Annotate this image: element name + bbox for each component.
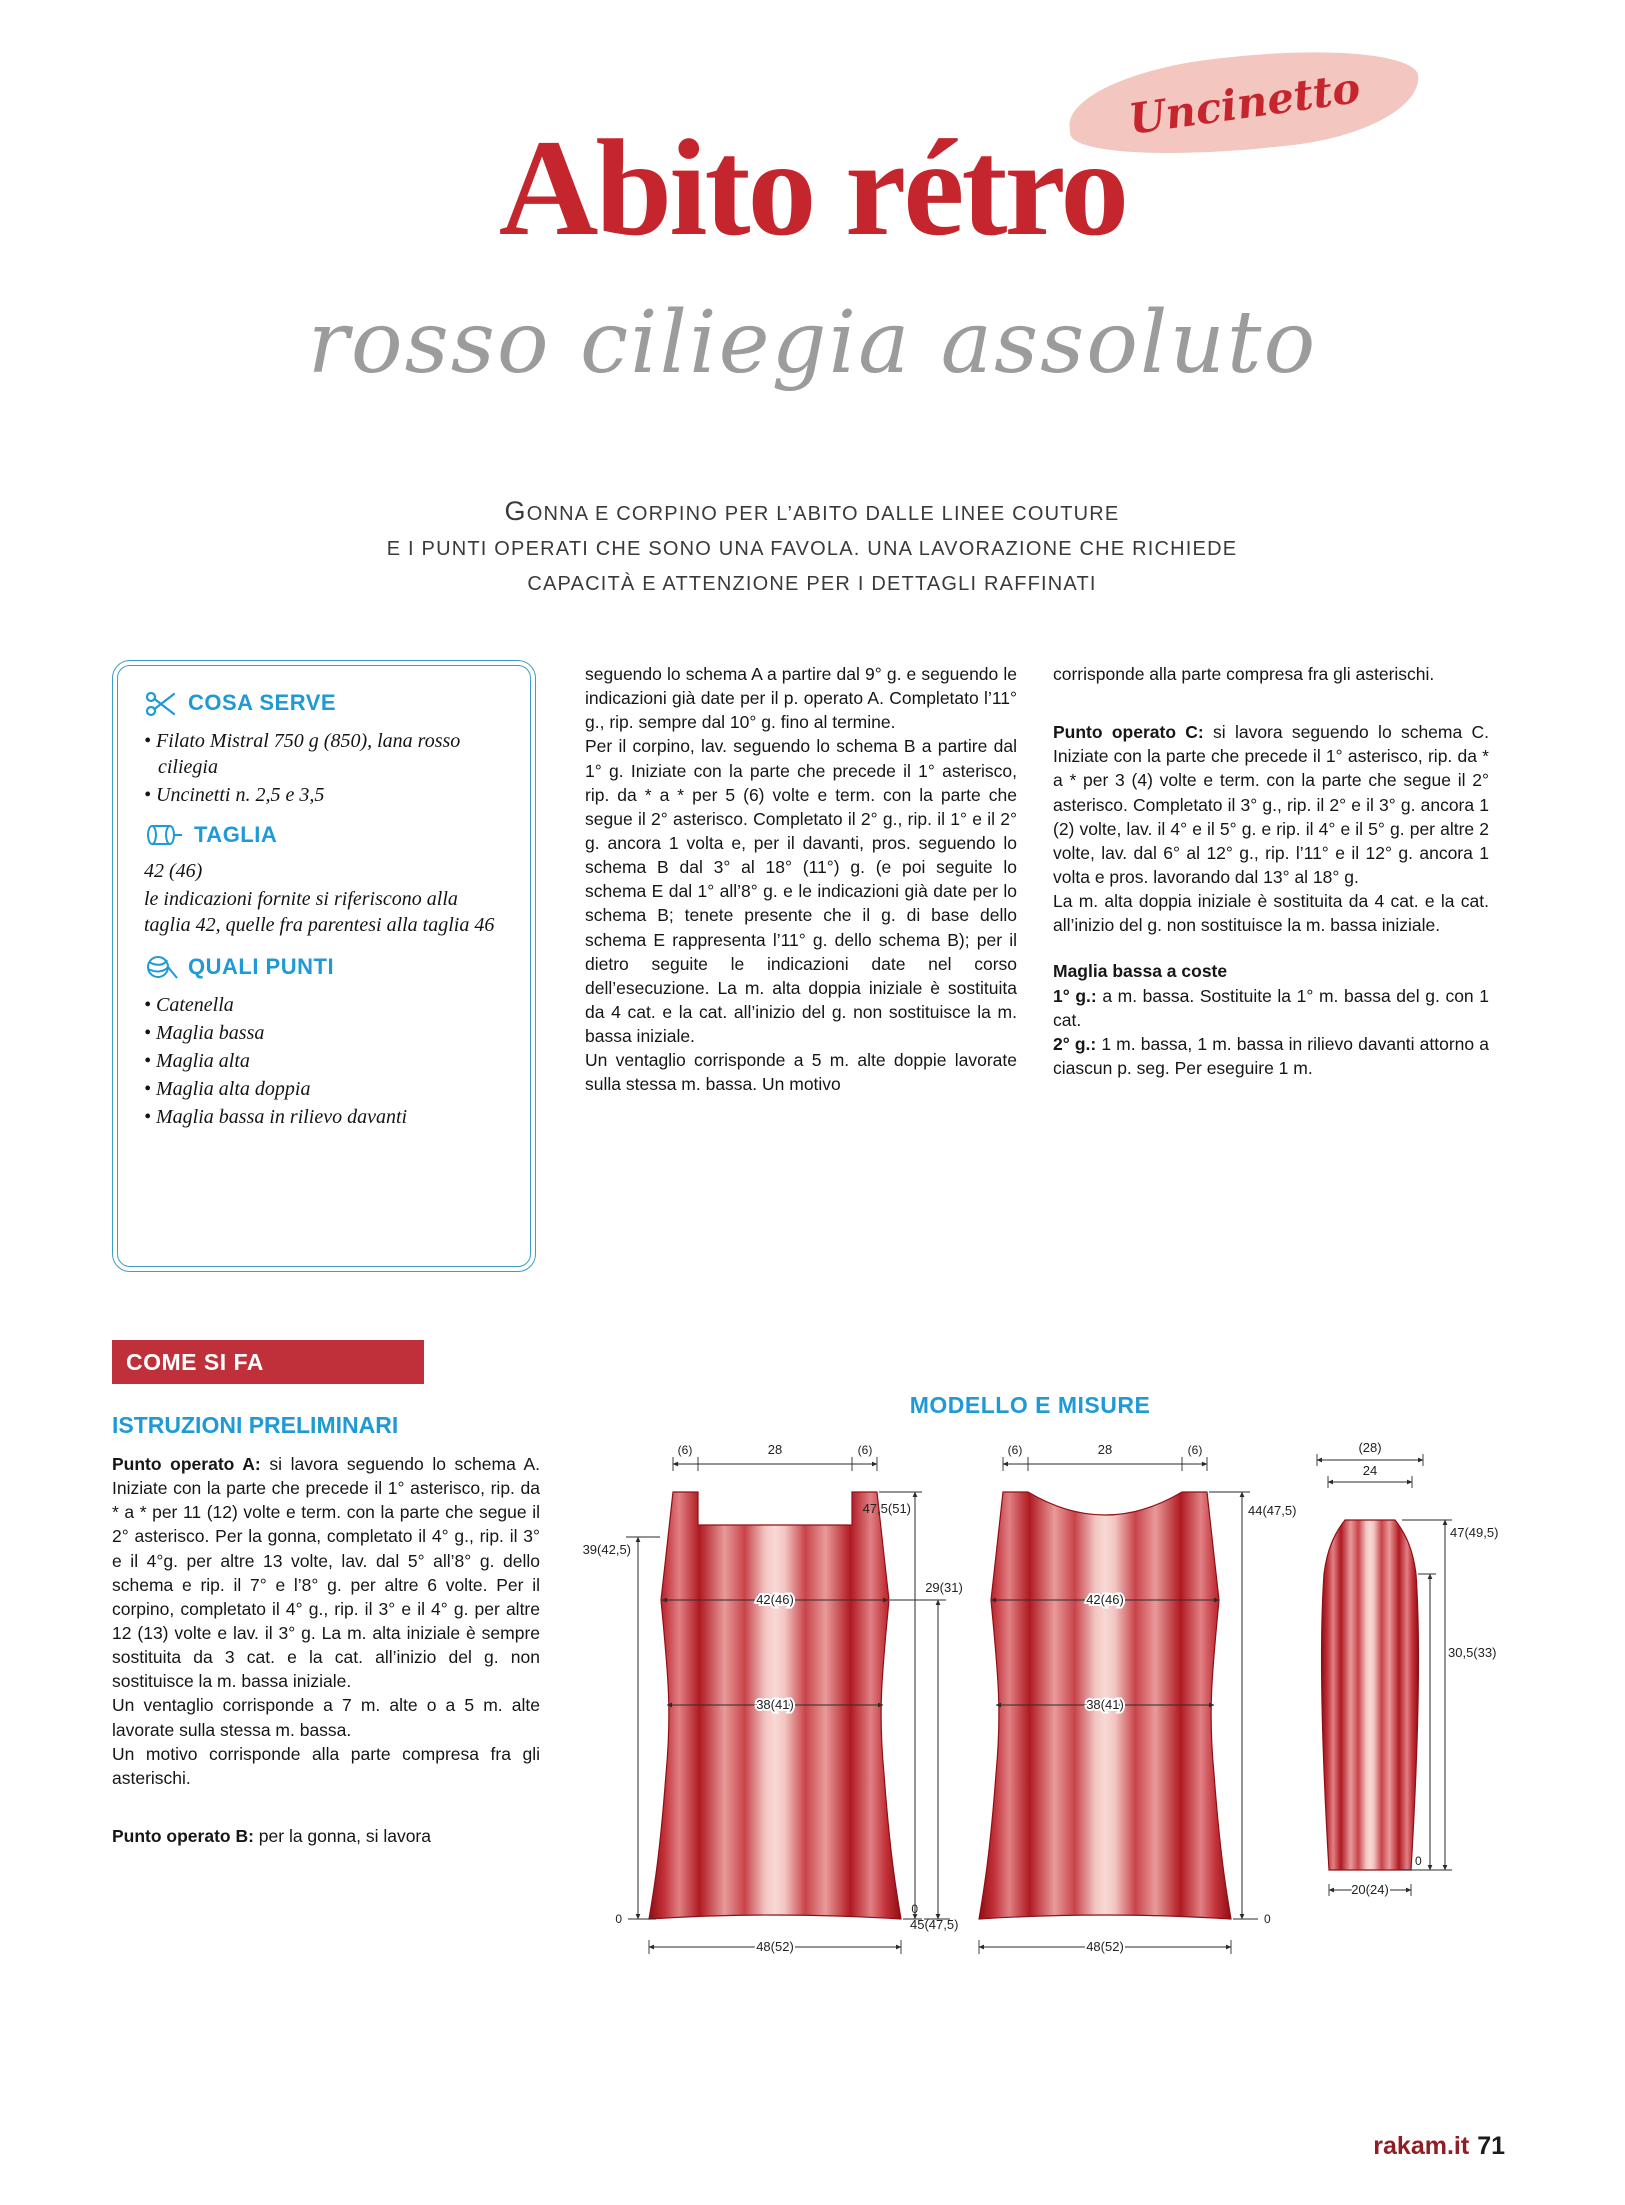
stitch-item: • Catenella	[144, 992, 504, 1018]
paragraph-lead: Punto operato B:	[112, 1825, 254, 1846]
material-item: • Filato Mistral 750 g (850), lana rosso ciliegia	[144, 728, 504, 780]
dim-back-strap-left: (6)	[1007, 1443, 1023, 1457]
dim-front-hem: 48(52)	[756, 1939, 794, 1954]
paragraph-text: si lavora seguendo lo schema A. Iniziate con la parte che precede il 1° asterisco, rip. da * a * per 11 (12) volte e term. con la parte che segue il 2° asterisco. Per la gonna, completato il 4° g., rip. il 3° e il 4°g. per altre 13 volte, lav. dal 5° all’8° g. dello schema e rip. il 7° e l’8° g. per altre 6 volte. Per il corpino, completato il 4° g., rip. il 3° e il 4° g. per altre 12 (13) volte e lav. il 3° g. La m. alta iniziale è sempre sostituita da 3 cat. e la cat. all’inizio del g. non sostituisce la m. bassa iniziale.	[112, 1454, 540, 1692]
dim-sleeve-cap: 24	[1362, 1463, 1378, 1478]
modello-heading: MODELLO E MISURE	[909, 1392, 1151, 1418]
pattern-diagram	[570, 1442, 1550, 2012]
dim-front-zero-left: 0	[615, 1912, 622, 1926]
dim-back-zero-right: 0	[1264, 1912, 1271, 1926]
paragraph	[112, 1452, 540, 1693]
paragraph: corrisponde alla parte compresa fra gli asterischi.	[1053, 664, 1435, 684]
text-column-right	[1053, 662, 1489, 1080]
materials-box	[112, 660, 536, 1272]
paragraph-text: per la gonna, si lavora	[253, 1825, 431, 1846]
dim-front-zero-center: 0	[911, 1902, 918, 1916]
stitch-item: • Maglia alta	[144, 1048, 504, 1074]
page-subtitle: rosso ciliegia assoluto	[307, 293, 1318, 393]
dim-sleeve-lower-length: 30,5(33)	[1448, 1645, 1497, 1660]
dim-front-length-left: 39(42,5)	[582, 1542, 631, 1557]
paragraph	[1053, 720, 1489, 889]
page-title: Abito rétro	[498, 111, 1127, 264]
dim-sleeve-cap-alt: (28)	[1358, 1442, 1382, 1455]
dim-sleeve-length: 47(49,5)	[1450, 1525, 1499, 1540]
paragraph: Un ventaglio corrisponde a 7 m. alte o a 5 m. alte lavorate sulla stessa m. bassa.	[112, 1695, 540, 1740]
stitch-item: • Maglia bassa in rilievo davanti	[144, 1104, 504, 1130]
text-column-left	[112, 1452, 540, 1848]
paragraph	[1053, 1032, 1489, 1080]
sleeve-shape	[1322, 1520, 1419, 1870]
paragraph: La m. alta doppia iniziale è sostituita da 4 cat. e la cat. all’inizio del g. non sostituisce la m. bassa iniziale.	[1053, 891, 1489, 936]
quali-punti-heading	[144, 952, 504, 982]
dim-back-bust: 42(46)	[1086, 1592, 1124, 1607]
stitch-item: • Maglia alta doppia	[144, 1076, 504, 1102]
footer-site: rakam.it	[1373, 2132, 1470, 2160]
paragraph	[112, 1824, 540, 1848]
istruzioni-heading: ISTRUZIONI PRELIMINARI	[112, 1412, 399, 1438]
stitch-subheading: Maglia bassa a coste	[1053, 961, 1228, 982]
materials-box-inner	[117, 665, 531, 1267]
dim-front-hip: 38(41)	[756, 1697, 794, 1712]
paragraph-text: 1 m. bassa, 1 m. bassa in rilievo davanti attorno a ciascun p. seg. Per eseguire 1 m.	[1053, 1033, 1489, 1078]
dim-back-top-width: 28	[1097, 1442, 1113, 1457]
paragraph-text: si lavora seguendo lo schema C. Iniziate con la parte che precede il 1° asterisco, rip. da * a * per 3 (4) volte e term. con la parte che segue il 2° asterisco. Completato il 3° g., rip. il 2° e il 3° g. ancora 1 (2) volte, lav. il 4° e il 5° g. e rip. il 4° e il 5° g. per altre 2 volte, lav. dal 6° al 12° g., rip. l’11° e il 12° g. ancora 1 volta e pros. lavorando dal 13° al 18° g.	[1053, 722, 1489, 887]
dim-front-top-width: 28	[767, 1442, 783, 1457]
dim-front-bust: 42(46)	[756, 1592, 794, 1607]
paragraph-lead: Punto operato C:	[1053, 722, 1204, 743]
footer-page-number: 71	[1477, 2132, 1505, 2160]
stitch-item: • Maglia bassa	[144, 1020, 504, 1046]
paragraph-lead: Punto operato A:	[112, 1454, 261, 1474]
yarn-ball-icon	[144, 952, 178, 982]
section-badge-label: Uncinetto	[1125, 62, 1363, 144]
material-item: • Uncinetti n. 2,5 e 3,5	[144, 782, 504, 808]
dim-front-bust-to-hem: 29(31)	[925, 1580, 963, 1595]
size-value: 42 (46)	[144, 860, 203, 882]
dim-front-strap-right: (6)	[857, 1443, 873, 1457]
paragraph-text: a m. bassa. Sostituite la 1° m. bassa del g. con 1 cat.	[1053, 985, 1489, 1030]
paragraph-lead: 1° g.:	[1053, 985, 1097, 1006]
text-column-middle	[585, 662, 1017, 1097]
cosa-serve-heading	[144, 688, 504, 718]
intro-line: CAPACITÀ E ATTENZIONE PER I DETTAGLI RAFFINATI	[527, 573, 1097, 595]
page-footer	[1373, 2132, 1505, 2161]
paragraph: Un motivo corrisponde alla parte compresa fra gli asterischi.	[112, 1743, 540, 1788]
size-note: le indicazioni fornite si riferiscono alla taglia 42, quelle fra parentesi alla taglia 46	[144, 888, 495, 936]
dim-front-center-length: 45(47,5)	[910, 1917, 959, 1932]
quali-punti-label: QUALI PUNTI	[188, 954, 335, 979]
paragraph: Per il corpino, lav. seguendo lo schema B a partire dal 1° g. Iniziate con la parte che precede il 1° asterisco, rip. da * a * per 5 (6) volte e term. con la parte che segue il 2° asterisco. Completato il 2° g., rip. il 1° e il 2° g. ancora 1 volta e, per il davanti, pros. seguendo lo schema B dal 3° al 18° (11°) g. (e poi seguite lo schema E dal 1° all’8° g. e le indicazioni già date per lo schema B; tenete presente che il g. di base dello schema E rappresenta l’11° g. dello schema B); per il dietro seguite le indicazioni date nel corso dell’esecuzione. La m. alta doppia iniziale è sostituita da 4 cat. e la cat. all’inizio del g. non sostituisce la m. bassa iniziale.	[585, 736, 1017, 1047]
dim-back-length-right: 44(47,5)	[1248, 1503, 1297, 1518]
paragraph: seguendo lo schema A a partire dal 9° g. e seguendo le indicazioni già date per il p. operato A. Completato l’11° g., rip. sempre dal 10° g. fino al termine.	[585, 664, 1017, 733]
intro-line: E I PUNTI OPERATI CHE SONO UNA FAVOLA. UNA LAVORAZIONE CHE RICHIEDE	[386, 538, 1238, 560]
intro-paragraph	[262, 494, 1362, 602]
come-si-fa-banner: COME SI FA	[112, 1340, 424, 1384]
paragraph	[1053, 984, 1489, 1032]
taglia-heading	[144, 822, 504, 848]
spool-icon	[144, 822, 184, 848]
dim-sleeve-zero: 0	[1415, 1854, 1422, 1868]
taglia-label: TAGLIA	[194, 822, 278, 847]
paragraph: Un ventaglio corrisponde a 5 m. alte doppie lavorate sulla stessa m. bassa. Un motivo	[585, 1050, 1017, 1095]
dim-front-strap-left: (6)	[677, 1443, 693, 1457]
intro-line: GONNA E CORPINO PER L’ABITO DALLE LINEE COUTURE	[504, 496, 1120, 526]
dim-back-strap-right: (6)	[1187, 1443, 1203, 1457]
scissors-icon	[144, 688, 178, 718]
dim-back-hip: 38(41)	[1086, 1697, 1124, 1712]
cosa-serve-label: COSA SERVE	[188, 690, 337, 715]
paragraph-lead: 2° g.:	[1053, 1033, 1097, 1054]
dim-front-length-right: 47,5(51)	[862, 1501, 911, 1516]
dim-sleeve-hem: 20(24)	[1351, 1882, 1389, 1897]
dim-back-hem: 48(52)	[1086, 1939, 1124, 1954]
